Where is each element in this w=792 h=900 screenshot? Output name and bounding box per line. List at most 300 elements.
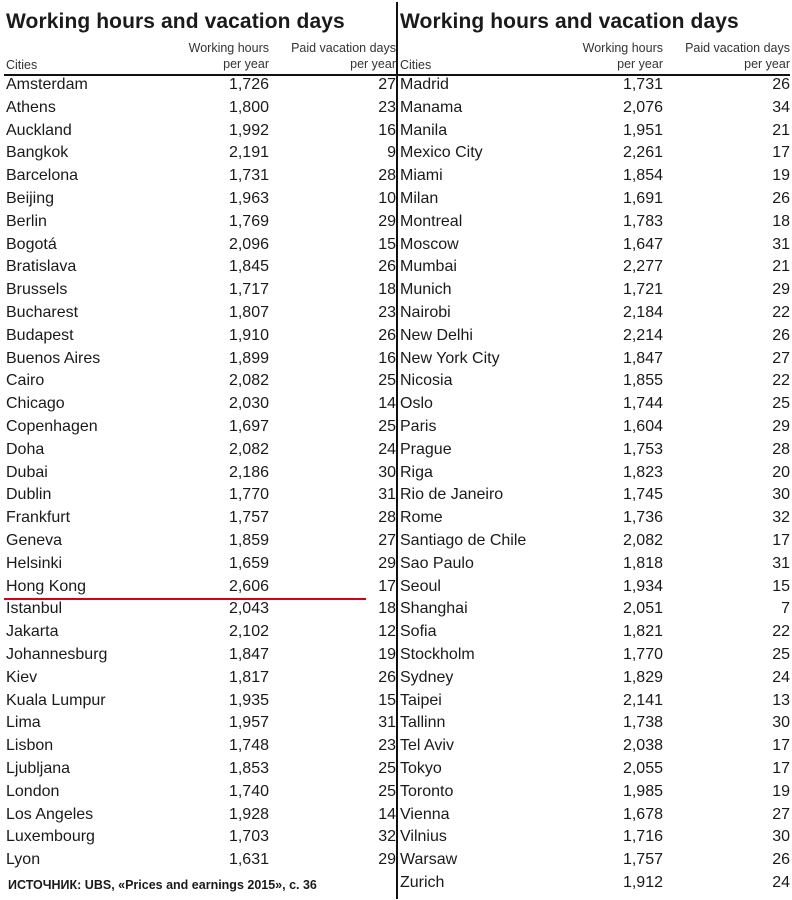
city-cell: Geneva xyxy=(6,531,63,549)
city-cell: Tallinn xyxy=(400,714,446,732)
table-row xyxy=(398,188,790,211)
city-cell: Tokyo xyxy=(400,759,442,777)
vacation-days-cell: 26 xyxy=(772,326,790,344)
city-cell: Vienna xyxy=(400,805,450,823)
working-hours-cell: 1,769 xyxy=(228,212,269,230)
working-hours-cell: 1,745 xyxy=(622,486,663,504)
table-row xyxy=(4,74,396,97)
working-hours-cell: 1,823 xyxy=(622,463,663,481)
vacation-days-cell: 24 xyxy=(772,873,790,891)
city-cell: Berlin xyxy=(6,212,47,230)
city-cell: Doha xyxy=(6,440,45,458)
vacation-days-cell: 27 xyxy=(772,349,790,367)
working-hours-cell: 2,184 xyxy=(622,303,663,321)
working-hours-cell: 1,721 xyxy=(622,281,663,299)
vacation-days-cell: 26 xyxy=(772,851,790,869)
header-working-hours xyxy=(583,40,663,72)
table-row xyxy=(4,142,396,165)
table-row xyxy=(4,667,396,690)
working-hours-cell: 2,214 xyxy=(622,326,663,344)
header-working-hours xyxy=(189,40,269,72)
vacation-days-cell: 14 xyxy=(378,395,396,413)
city-cell: Bucharest xyxy=(6,303,79,321)
city-cell: Miami xyxy=(400,167,443,185)
table-title-right: Working hours and vacation days xyxy=(400,10,739,33)
city-cell: Paris xyxy=(400,417,437,435)
city-cell: New Delhi xyxy=(400,326,473,344)
table-row xyxy=(398,507,790,530)
table-row xyxy=(4,781,396,804)
table-title-left: Working hours and vacation days xyxy=(6,10,345,33)
table-row xyxy=(398,416,790,439)
city-cell: Frankfurt xyxy=(6,509,71,527)
working-hours-cell: 1,631 xyxy=(228,851,269,869)
table-row xyxy=(398,393,790,416)
table-row xyxy=(4,416,396,439)
working-hours-cell: 2,606 xyxy=(228,577,269,595)
city-cell: Buenos Aires xyxy=(6,349,101,367)
working-hours-cell: 1,855 xyxy=(622,372,663,390)
vacation-days-cell: 30 xyxy=(772,828,790,846)
working-hours-cell: 1,659 xyxy=(228,554,269,572)
table-row xyxy=(398,348,790,371)
city-cell: Lima xyxy=(6,714,41,732)
working-hours-cell: 1,951 xyxy=(622,121,663,139)
table-row xyxy=(398,712,790,735)
vacation-days-cell: 19 xyxy=(772,167,790,185)
city-cell: Madrid xyxy=(400,76,449,93)
vacation-days-cell: 27 xyxy=(378,531,396,549)
city-cell: Auckland xyxy=(6,121,72,139)
highlight-underline xyxy=(4,598,366,600)
table-row xyxy=(398,325,790,348)
working-hours-cell: 1,859 xyxy=(228,531,269,549)
city-cell: Helsinki xyxy=(6,554,63,572)
rows-left xyxy=(4,74,396,872)
city-cell: Lyon xyxy=(6,851,41,869)
table-row xyxy=(398,234,790,257)
city-cell: Oslo xyxy=(400,395,433,413)
vacation-days-cell: 27 xyxy=(378,76,396,93)
working-hours-cell: 1,847 xyxy=(228,645,269,663)
working-hours-cell: 2,141 xyxy=(622,691,663,709)
working-hours-cell: 2,030 xyxy=(228,395,269,413)
table-row xyxy=(4,348,396,371)
working-hours-cell: 2,102 xyxy=(228,623,269,641)
vacation-days-cell: 31 xyxy=(772,554,790,572)
working-hours-cell: 1,770 xyxy=(228,486,269,504)
vacation-days-cell: 10 xyxy=(378,189,396,207)
working-hours-cell: 1,963 xyxy=(228,189,269,207)
city-cell: Manila xyxy=(400,121,448,139)
vacation-days-cell: 26 xyxy=(772,76,790,93)
working-hours-cell: 1,744 xyxy=(622,395,663,413)
working-hours-cell: 1,757 xyxy=(622,851,663,869)
table-row xyxy=(4,576,396,599)
vacation-days-cell: 18 xyxy=(378,281,396,299)
vacation-days-cell: 21 xyxy=(772,121,790,139)
city-cell: Brussels xyxy=(6,281,68,299)
table-row xyxy=(398,598,790,621)
vacation-days-cell: 29 xyxy=(378,851,396,869)
header-vac-line1: Paid vacation days xyxy=(291,41,396,55)
table-row xyxy=(4,484,396,507)
vacation-days-cell: 29 xyxy=(772,417,790,435)
vacation-days-cell: 14 xyxy=(378,805,396,823)
vacation-days-cell: 15 xyxy=(378,235,396,253)
city-cell: Athens xyxy=(6,98,56,116)
city-cell: Budapest xyxy=(6,326,74,344)
table-row xyxy=(398,74,790,97)
table-row xyxy=(398,302,790,325)
city-cell: Hong Kong xyxy=(6,577,87,595)
table-row xyxy=(398,439,790,462)
working-hours-cell: 1,757 xyxy=(228,509,269,527)
city-cell: Zurich xyxy=(400,873,445,891)
working-hours-cell: 2,277 xyxy=(622,258,663,276)
city-cell: Dublin xyxy=(6,486,52,504)
vacation-days-cell: 19 xyxy=(378,645,396,663)
header-hours-line2: per year xyxy=(617,57,663,71)
vacation-days-cell: 17 xyxy=(772,759,790,777)
city-cell: Shanghai xyxy=(400,600,468,618)
table-row xyxy=(4,302,396,325)
working-hours-cell: 1,817 xyxy=(228,668,269,686)
table-row xyxy=(398,804,790,827)
table-row xyxy=(4,735,396,758)
city-cell: Sofia xyxy=(400,623,437,641)
city-cell: Bratislava xyxy=(6,258,77,276)
working-hours-cell: 1,800 xyxy=(228,98,269,116)
vacation-days-cell: 28 xyxy=(378,167,396,185)
vacation-days-cell: 24 xyxy=(378,440,396,458)
header-vac-line1: Paid vacation days xyxy=(685,41,790,55)
city-cell: Warsaw xyxy=(400,851,458,869)
header-hours-line1: Working hours xyxy=(188,41,269,55)
vacation-days-cell: 29 xyxy=(378,554,396,572)
vacation-days-cell: 25 xyxy=(378,372,396,390)
vacation-days-cell: 25 xyxy=(378,417,396,435)
city-cell: Seoul xyxy=(400,577,441,595)
city-cell: Mumbai xyxy=(400,258,457,276)
working-hours-cell: 1,697 xyxy=(228,417,269,435)
vacation-days-cell: 29 xyxy=(772,281,790,299)
vacation-days-cell: 17 xyxy=(772,144,790,162)
working-hours-cell: 1,985 xyxy=(622,782,663,800)
city-cell: Sydney xyxy=(400,668,454,686)
vacation-days-cell: 30 xyxy=(772,714,790,732)
vacation-days-cell: 23 xyxy=(378,303,396,321)
table-row xyxy=(4,370,396,393)
table-row xyxy=(4,165,396,188)
working-hours-cell: 2,082 xyxy=(228,372,269,390)
city-cell: Sao Paulo xyxy=(400,554,474,572)
city-cell: London xyxy=(6,782,60,800)
working-hours-cell: 2,082 xyxy=(622,531,663,549)
vacation-days-cell: 23 xyxy=(378,98,396,116)
city-cell: Barcelona xyxy=(6,167,79,185)
working-hours-cell: 1,992 xyxy=(228,121,269,139)
working-hours-cell: 1,716 xyxy=(622,828,663,846)
header-hours-line2: per year xyxy=(223,57,269,71)
city-cell: Bogotá xyxy=(6,235,57,253)
city-cell: Cairo xyxy=(6,372,45,390)
table-row xyxy=(398,849,790,872)
working-hours-cell: 1,731 xyxy=(622,76,663,93)
table-row xyxy=(398,211,790,234)
table-row xyxy=(4,758,396,781)
vacation-days-cell: 26 xyxy=(378,258,396,276)
city-cell: Toronto xyxy=(400,782,454,800)
vacation-days-cell: 20 xyxy=(772,463,790,481)
table-row xyxy=(398,553,790,576)
header-cities: Cities xyxy=(400,58,432,72)
right-table xyxy=(398,0,790,900)
vacation-days-cell: 26 xyxy=(378,668,396,686)
table-row xyxy=(4,462,396,485)
working-hours-cell: 2,051 xyxy=(622,600,663,618)
table-row xyxy=(4,256,396,279)
table-row xyxy=(4,211,396,234)
city-cell: Bangkok xyxy=(6,144,69,162)
table-row xyxy=(4,279,396,302)
city-cell: Milan xyxy=(400,189,439,207)
working-hours-cell: 1,821 xyxy=(622,623,663,641)
table-row xyxy=(4,325,396,348)
working-hours-cell: 1,736 xyxy=(622,509,663,527)
working-hours-cell: 2,076 xyxy=(622,98,663,116)
table-row xyxy=(398,621,790,644)
working-hours-cell: 1,703 xyxy=(228,828,269,846)
vacation-days-cell: 17 xyxy=(772,737,790,755)
table-row xyxy=(398,667,790,690)
city-cell: Istanbul xyxy=(6,600,63,618)
working-hours-cell: 1,853 xyxy=(228,759,269,777)
vacation-days-cell: 25 xyxy=(772,395,790,413)
table-row xyxy=(398,690,790,713)
city-cell: Copenhagen xyxy=(6,417,98,435)
vacation-days-cell: 26 xyxy=(378,326,396,344)
vacation-days-cell: 29 xyxy=(378,212,396,230)
working-hours-cell: 2,055 xyxy=(622,759,663,777)
city-cell: Taipei xyxy=(400,691,442,709)
vacation-days-cell: 34 xyxy=(772,98,790,116)
city-cell: Santiago de Chile xyxy=(400,531,527,549)
working-hours-cell: 1,928 xyxy=(228,805,269,823)
table-row xyxy=(398,462,790,485)
vacation-days-cell: 9 xyxy=(387,144,396,162)
header-vac-line2: per year xyxy=(350,57,396,71)
vacation-days-cell: 19 xyxy=(772,782,790,800)
header-vacation-days xyxy=(685,40,790,72)
working-hours-cell: 1,845 xyxy=(228,258,269,276)
vacation-days-cell: 16 xyxy=(378,121,396,139)
city-cell: Los Angeles xyxy=(6,805,94,823)
table-row xyxy=(398,165,790,188)
working-hours-cell: 2,261 xyxy=(622,144,663,162)
vacation-days-cell: 17 xyxy=(772,531,790,549)
table-row xyxy=(4,712,396,735)
table-row xyxy=(4,234,396,257)
vacation-days-cell: 25 xyxy=(378,759,396,777)
city-cell: Chicago xyxy=(6,395,65,413)
vacation-days-cell: 27 xyxy=(772,805,790,823)
working-hours-cell: 1,899 xyxy=(228,349,269,367)
table-row xyxy=(4,690,396,713)
table-row xyxy=(398,576,790,599)
working-hours-cell: 1,818 xyxy=(622,554,663,572)
working-hours-cell: 1,783 xyxy=(622,212,663,230)
working-hours-cell: 1,691 xyxy=(622,189,663,207)
working-hours-cell: 1,748 xyxy=(228,737,269,755)
table-row xyxy=(398,758,790,781)
working-hours-cell: 1,740 xyxy=(228,782,269,800)
working-hours-cell: 2,043 xyxy=(228,600,269,618)
vacation-days-cell: 15 xyxy=(378,691,396,709)
vacation-days-cell: 22 xyxy=(772,623,790,641)
vacation-days-cell: 32 xyxy=(378,828,396,846)
city-cell: Amsterdam xyxy=(6,76,88,93)
table-row xyxy=(398,97,790,120)
vacation-days-cell: 26 xyxy=(772,189,790,207)
working-hours-cell: 2,038 xyxy=(622,737,663,755)
table-row xyxy=(398,735,790,758)
working-hours-cell: 1,807 xyxy=(228,303,269,321)
working-hours-cell: 1,829 xyxy=(622,668,663,686)
city-cell: Moscow xyxy=(400,235,459,253)
table-row xyxy=(398,120,790,143)
vacation-days-cell: 31 xyxy=(378,486,396,504)
vacation-days-cell: 25 xyxy=(772,645,790,663)
table-row xyxy=(398,826,790,849)
working-hours-cell: 1,738 xyxy=(622,714,663,732)
working-hours-cell: 2,186 xyxy=(228,463,269,481)
table-row xyxy=(398,370,790,393)
city-cell: Ljubljana xyxy=(6,759,71,777)
vacation-days-cell: 30 xyxy=(772,486,790,504)
working-hours-cell: 2,096 xyxy=(228,235,269,253)
city-cell: Dubai xyxy=(6,463,48,481)
working-hours-cell: 2,082 xyxy=(228,440,269,458)
working-hours-cell: 1,957 xyxy=(228,714,269,732)
working-hours-cell: 1,726 xyxy=(228,76,269,93)
city-cell: Rome xyxy=(400,509,443,527)
city-cell: Jakarta xyxy=(6,623,59,641)
source-note: ИСТОЧНИК: UBS, «Prices and earnings 2015», с. 36 xyxy=(8,878,317,892)
vacation-days-cell: 18 xyxy=(772,212,790,230)
city-cell: Nicosia xyxy=(400,372,453,390)
rows-right xyxy=(398,74,790,895)
table-row xyxy=(398,484,790,507)
city-cell: Montreal xyxy=(400,212,463,230)
city-cell: Manama xyxy=(400,98,463,116)
table-row xyxy=(4,804,396,827)
working-hours-cell: 1,678 xyxy=(622,805,663,823)
table-row xyxy=(4,553,396,576)
city-cell: Nairobi xyxy=(400,303,451,321)
city-cell: Luxembourg xyxy=(6,828,95,846)
vacation-days-cell: 31 xyxy=(772,235,790,253)
city-cell: Munich xyxy=(400,281,452,299)
table-row xyxy=(398,530,790,553)
vacation-days-cell: 18 xyxy=(378,600,396,618)
city-cell: Kuala Lumpur xyxy=(6,691,106,709)
working-hours-cell: 1,854 xyxy=(622,167,663,185)
city-cell: Kiev xyxy=(6,668,38,686)
city-cell: Mexico City xyxy=(400,144,483,162)
table-row xyxy=(4,439,396,462)
vacation-days-cell: 22 xyxy=(772,372,790,390)
header-row-left xyxy=(4,38,396,74)
header-hours-line1: Working hours xyxy=(582,41,663,55)
city-cell: Rio de Janeiro xyxy=(400,486,504,504)
city-cell: New York City xyxy=(400,349,500,367)
vacation-days-cell: 21 xyxy=(772,258,790,276)
vacation-days-cell: 28 xyxy=(378,509,396,527)
vacation-days-cell: 7 xyxy=(781,600,790,618)
header-vac-line2: per year xyxy=(744,57,790,71)
city-cell: Tel Aviv xyxy=(400,737,454,755)
working-hours-cell: 1,731 xyxy=(228,167,269,185)
header-row-right xyxy=(398,38,790,74)
left-table xyxy=(4,0,396,900)
vacation-days-cell: 22 xyxy=(772,303,790,321)
table-row xyxy=(398,781,790,804)
vacation-days-cell: 12 xyxy=(378,623,396,641)
table-row xyxy=(398,644,790,667)
table-row xyxy=(398,142,790,165)
working-hours-cell: 1,910 xyxy=(228,326,269,344)
working-hours-cell: 1,847 xyxy=(622,349,663,367)
working-hours-cell: 1,717 xyxy=(228,281,269,299)
table-row xyxy=(398,256,790,279)
city-cell: Stockholm xyxy=(400,645,475,663)
city-cell: Beijing xyxy=(6,189,55,207)
city-cell: Prague xyxy=(400,440,452,458)
working-hours-cell: 1,753 xyxy=(622,440,663,458)
table-row xyxy=(4,826,396,849)
table-row xyxy=(4,644,396,667)
working-hours-cell: 1,934 xyxy=(622,577,663,595)
vacation-days-cell: 13 xyxy=(772,691,790,709)
vacation-days-cell: 25 xyxy=(378,782,396,800)
city-cell: Johannesburg xyxy=(6,645,108,663)
working-hours-cell: 1,647 xyxy=(622,235,663,253)
table-row xyxy=(4,849,396,872)
city-cell: Vilnius xyxy=(400,828,447,846)
city-cell: Lisbon xyxy=(6,737,54,755)
vacation-days-cell: 17 xyxy=(378,577,396,595)
working-hours-cell: 2,191 xyxy=(228,144,269,162)
table-row xyxy=(4,598,396,621)
table-row xyxy=(4,120,396,143)
vacation-days-cell: 16 xyxy=(378,349,396,367)
table-row xyxy=(398,872,790,895)
table-row xyxy=(4,507,396,530)
table-row xyxy=(398,279,790,302)
table-row xyxy=(4,97,396,120)
table-row xyxy=(4,188,396,211)
header-cities: Cities xyxy=(6,58,38,72)
table-row xyxy=(4,530,396,553)
table-row xyxy=(4,393,396,416)
table-row xyxy=(4,621,396,644)
vacation-days-cell: 32 xyxy=(772,509,790,527)
vacation-days-cell: 15 xyxy=(772,577,790,595)
working-hours-cell: 1,935 xyxy=(228,691,269,709)
vacation-days-cell: 31 xyxy=(378,714,396,732)
vacation-days-cell: 24 xyxy=(772,668,790,686)
